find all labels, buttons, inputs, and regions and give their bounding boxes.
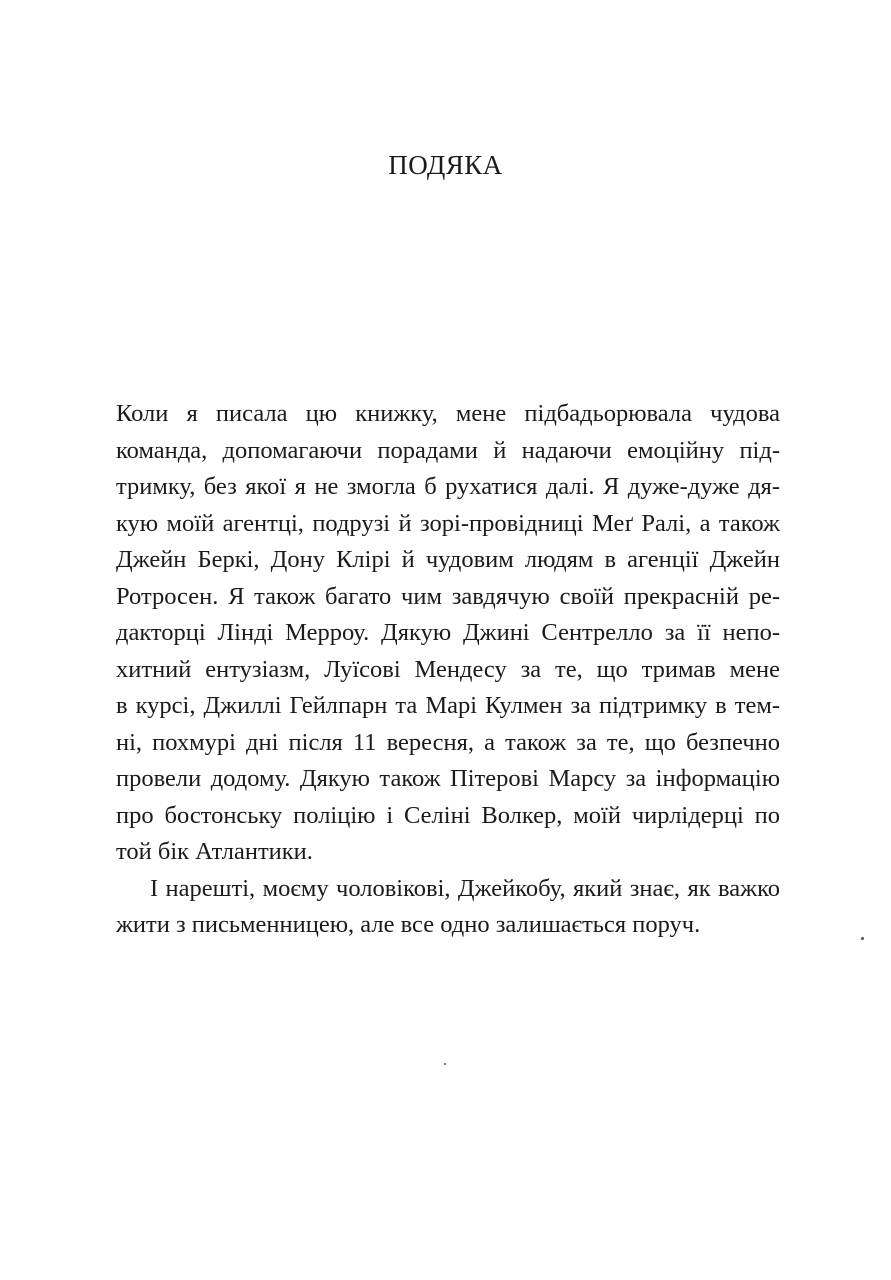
text-line: дакторці Лінді Мерроу. Дякую Джині Сентрелло за її непо-: [116, 619, 780, 646]
page-title: ПОДЯКА: [388, 150, 503, 180]
text-line: тримку, без якої я не змогла б рухатися далі. Я дуже-дуже дя-: [116, 473, 780, 500]
paragraph-2: [116, 871, 780, 944]
text-line: хитний ентузіазм, Луїсові Мендесу за те, що тримав мене: [116, 655, 780, 683]
paragraph-1: [116, 396, 780, 871]
text-line: кую моїй агентці, подрузі й зорі-провідниці Меґ Ралі, а також: [116, 509, 780, 537]
text-line: Джейн Беркі, Дону Клірі й чудовим людям в агенції Джейн: [116, 546, 780, 573]
text-line: І нарешті, моєму чоловікові, Джейкобу, який знає, як важко: [150, 874, 780, 902]
acknowledgements-text: [116, 396, 780, 944]
text-line: Ротросен. Я також багато чим завдячую своїй прекрасній ре-: [116, 582, 780, 610]
text-line: в курсі, Джиллі Гейлпарн та Марі Кулмен за підтримку в тем-: [116, 692, 780, 719]
text-line: ні, похмурі дні після 11 вересня, а також за те, що безпечно: [116, 728, 780, 756]
text-line: провели додому. Дякую також Пітерові Марсу за інформацію: [116, 765, 780, 792]
scan-speck: [861, 937, 864, 940]
text-line: Коли я писала цю книжку, мене підбадьорювала чудова: [116, 400, 780, 427]
text-line: команда, допомагаючи порадами й надаючи емоційну під-: [116, 436, 780, 464]
scan-speck: [444, 1063, 446, 1065]
text-line: жити з письменницею, але все одно залишається поруч.: [116, 911, 701, 938]
text-line: про бостонську поліцію і Селіні Волкер, моїй чирлідерці по: [116, 801, 780, 829]
text-line: той бік Атлантики.: [116, 838, 313, 865]
